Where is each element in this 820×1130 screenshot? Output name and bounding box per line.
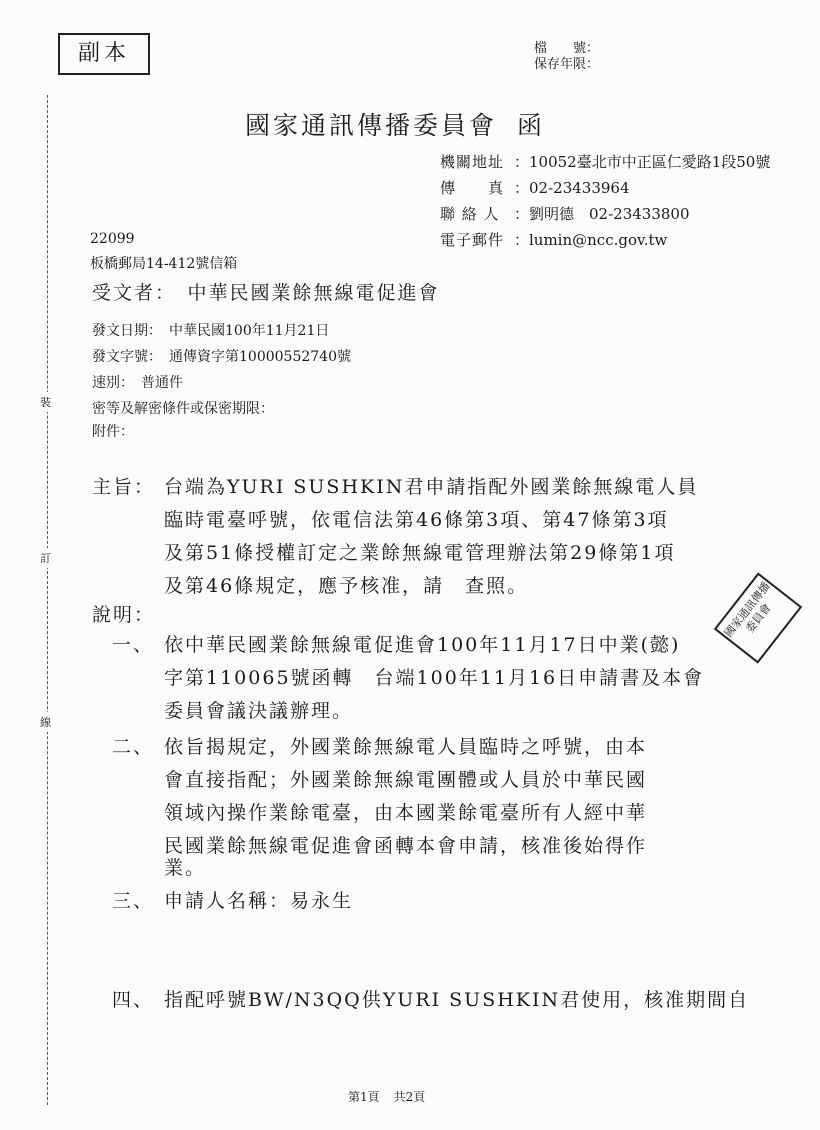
retention-label: 保存年限： [534,57,600,72]
subject-line: 臨時電臺呼號，依電信法第46條第3項、第47條第3項 [164,509,669,531]
receiver: 受文者： 中華民國業餘無線電促進會 [92,282,440,304]
document-title [245,106,545,142]
margin-mark-line: 線 [40,712,51,732]
item-number: 三、 [112,890,155,912]
item-line: 業。 [164,857,207,879]
contact-address: 機關地址 ：10052臺北市中正區仁愛路1段50號 [440,153,771,171]
item-line: 指配呼號BW/N3QQ供YURI SUSHKIN君使用，核准期間自 [164,989,750,1011]
item-number: 一、 [112,634,155,656]
item-line: 依旨揭規定，外國業餘無線電人員臨時之呼號，由本 [164,736,648,758]
issue-date: 發文日期： 中華民國100年11月21日 [92,323,330,339]
item-line: 申請人名稱：易永生 [164,890,354,912]
subject-line: 及第46條規定，應予核准，請 查照。 [164,575,529,597]
issue-number: 發文字號： 通傳資字第10000552740號 [92,349,351,365]
contact-fax: 傳 真 ：02-23433964 [440,179,630,197]
contact-person: 聯 絡 人 ：劉明德 02-23433800 [440,205,690,223]
postal-code: 22099 [90,231,135,247]
subject-line: 及第51條授權訂定之業餘無線電管理辦法第29條第1項 [164,542,676,564]
delivery-speed: 速別： 普通件 [92,375,183,391]
item-number: 二、 [112,736,155,758]
item-line: 依中華民國業餘無線電促進會100年11月17日中業(懿) [164,634,681,656]
item-number: 四、 [112,989,155,1011]
binding-line [47,95,48,1105]
item-line: 會直接指配；外國業餘無線電團體或人員於中華民國 [164,769,648,791]
doc-type: 函 [517,111,546,140]
margin-mark-bind: 裝 [40,392,51,412]
security-level: 密等及解密條件或保密期限： [92,401,274,417]
copy-label: 副本 [58,33,150,75]
page-footer [348,1088,425,1105]
item-line: 字第110065號函轉 台端100年11月16日申請書及本會 [164,667,705,689]
page-number: 第1頁 [348,1090,380,1104]
item-line: 民國業餘無線電促進會函轉本會申請，核准後始得作 [164,835,648,857]
file-no-label: 檔 號： [534,41,600,56]
po-box: 板橋郵局14-412號信箱 [90,256,238,272]
item-line: 委員會議決議辦理。 [164,700,354,722]
subject-label: 主旨： [92,476,156,498]
attachment: 附件： [92,424,134,440]
contact-email: 電子郵件 ：lumin@ncc.gov.tw [440,231,668,249]
margin-mark-staple: 訂 [40,548,51,568]
agency-name: 國家通訊傳播委員會 [245,111,498,140]
item-line: 領域內操作業餘電臺，由本國業餘電臺所有人經中華 [164,802,648,824]
subject-line: 台端為YURI SUSHKIN君申請指配外國業餘無線電人員 [164,476,699,498]
agency-stamp: 國家通訊傳播委員會 [714,572,802,663]
explanation-label: 說明： [92,604,156,626]
page-total: 共2頁 [393,1090,426,1104]
